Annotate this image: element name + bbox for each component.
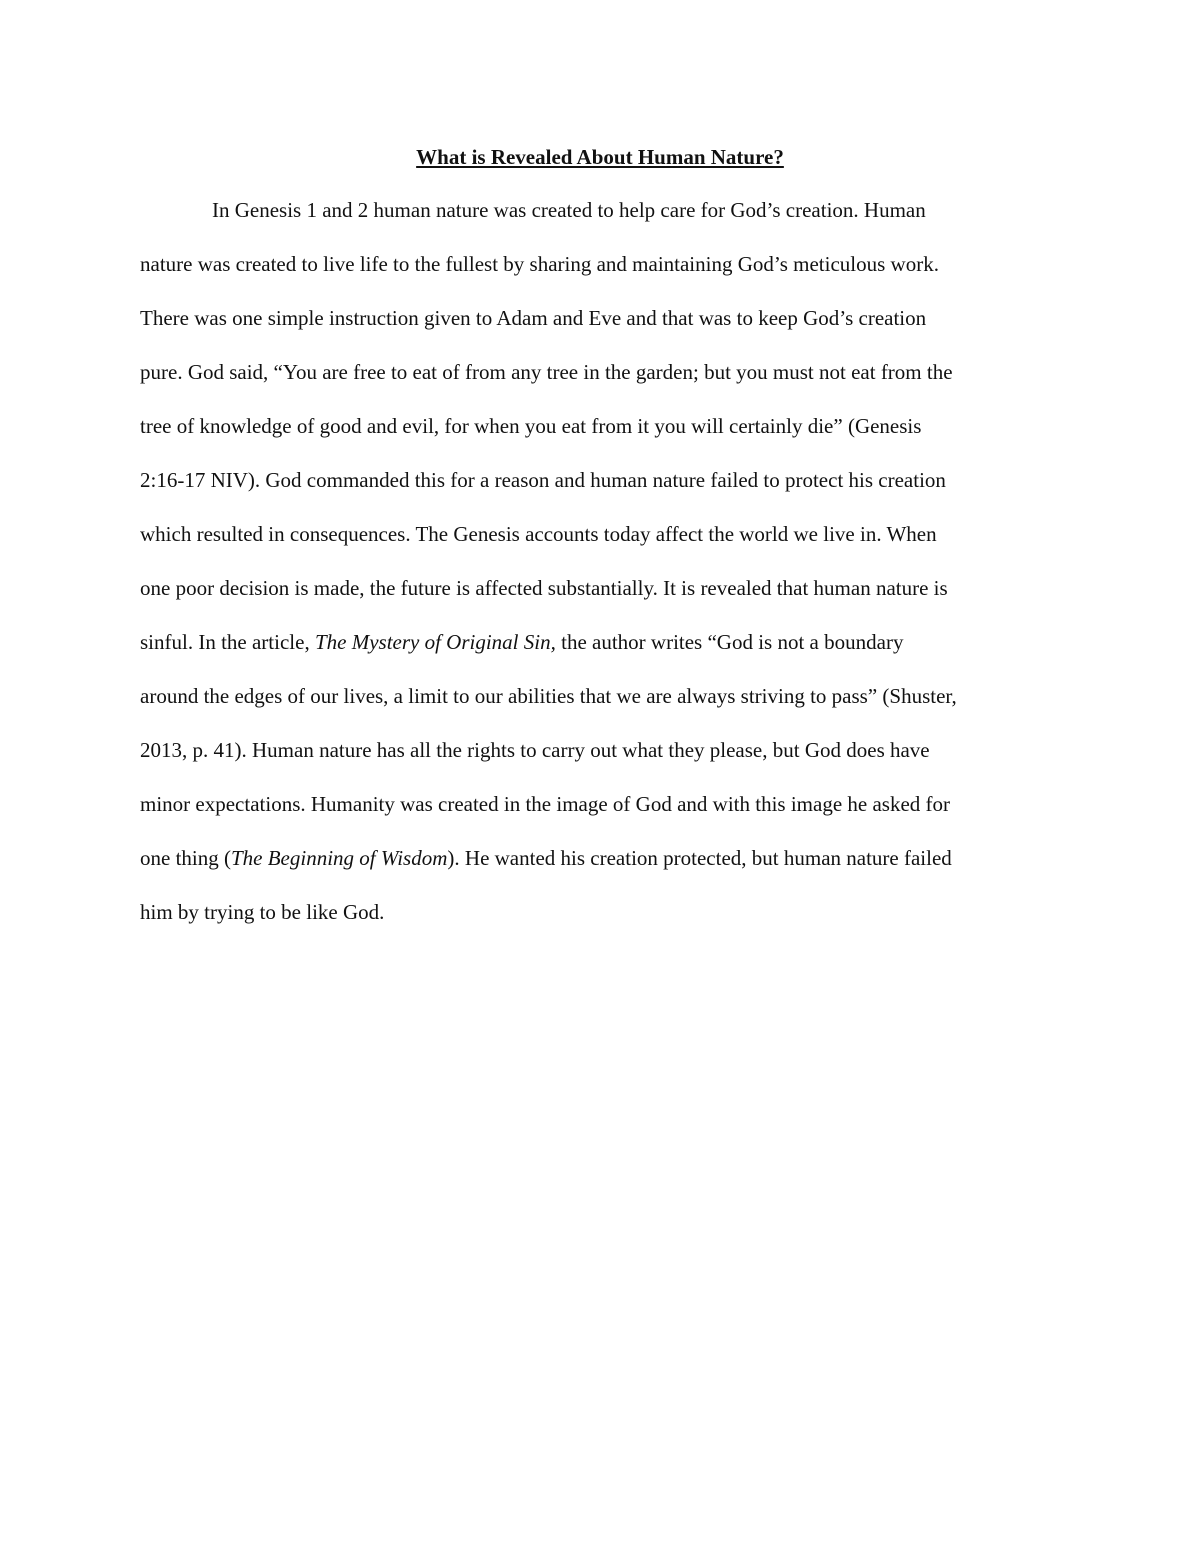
paragraph-line (140, 520, 1060, 574)
text-segment: minor expectations. Humanity was created in the image of God and with this image he asked for (140, 792, 951, 816)
text-segment: There was one simple instruction given to Adam and Eve and that was to keep God’s creation (140, 306, 927, 330)
text-segment: around the edges of our lives, a limit to our abilities that we are always striving to pass” (Shuster, (140, 684, 957, 708)
paragraph-line (140, 574, 1060, 628)
paragraph-line (140, 736, 1060, 790)
paragraph-line (140, 628, 1060, 682)
document-title: What is Revealed About Human Nature? (416, 145, 784, 169)
paragraph-line (140, 790, 1060, 844)
text-segment: nature was created to live life to the fullest by sharing and maintaining God’s meticulous work. (140, 252, 939, 276)
paragraph-line (140, 412, 1060, 466)
text-segment: him by trying to be like God. (140, 900, 385, 924)
italic-title-text: The Mystery of Original Sin, (314, 630, 556, 654)
text-segment: which resulted in consequences. The Genesis accounts today affect the world we live in. When (140, 522, 937, 546)
text-segment: In Genesis 1 and 2 human nature was created to help care for God’s creation. Human (212, 198, 926, 222)
body-paragraph (140, 196, 1060, 952)
paragraph-line (140, 898, 1060, 952)
paragraph-line (140, 682, 1060, 736)
paragraph-line (140, 304, 1060, 358)
text-segment: sinful. In the article, (140, 630, 315, 654)
text-segment: one poor decision is made, the future is affected substantially. It is revealed that human nature is (140, 576, 948, 600)
text-segment: one thing ( (140, 846, 231, 870)
text-segment: ). He wanted his creation protected, but human nature failed (447, 846, 952, 870)
text-segment: 2:16-17 NIV). God commanded this for a reason and human nature failed to protect his creation (140, 468, 946, 492)
paragraph-line (140, 196, 1060, 250)
text-segment: the author writes “God is not a boundary (555, 630, 904, 654)
paragraph-line (140, 358, 1060, 412)
text-segment: 2013, p. 41). Human nature has all the rights to carry out what they please, but God does have (140, 738, 930, 762)
italic-title-text: The Beginning of Wisdom (230, 846, 448, 870)
paragraph-line (140, 466, 1060, 520)
text-segment: tree of knowledge of good and evil, for when you eat from it you will certainly die” (Genesis (140, 414, 922, 438)
paragraph-line (140, 250, 1060, 304)
paragraph-line (140, 844, 1060, 898)
text-segment: pure. God said, “You are free to eat of from any tree in the garden; but you must not eat from the (140, 360, 953, 384)
